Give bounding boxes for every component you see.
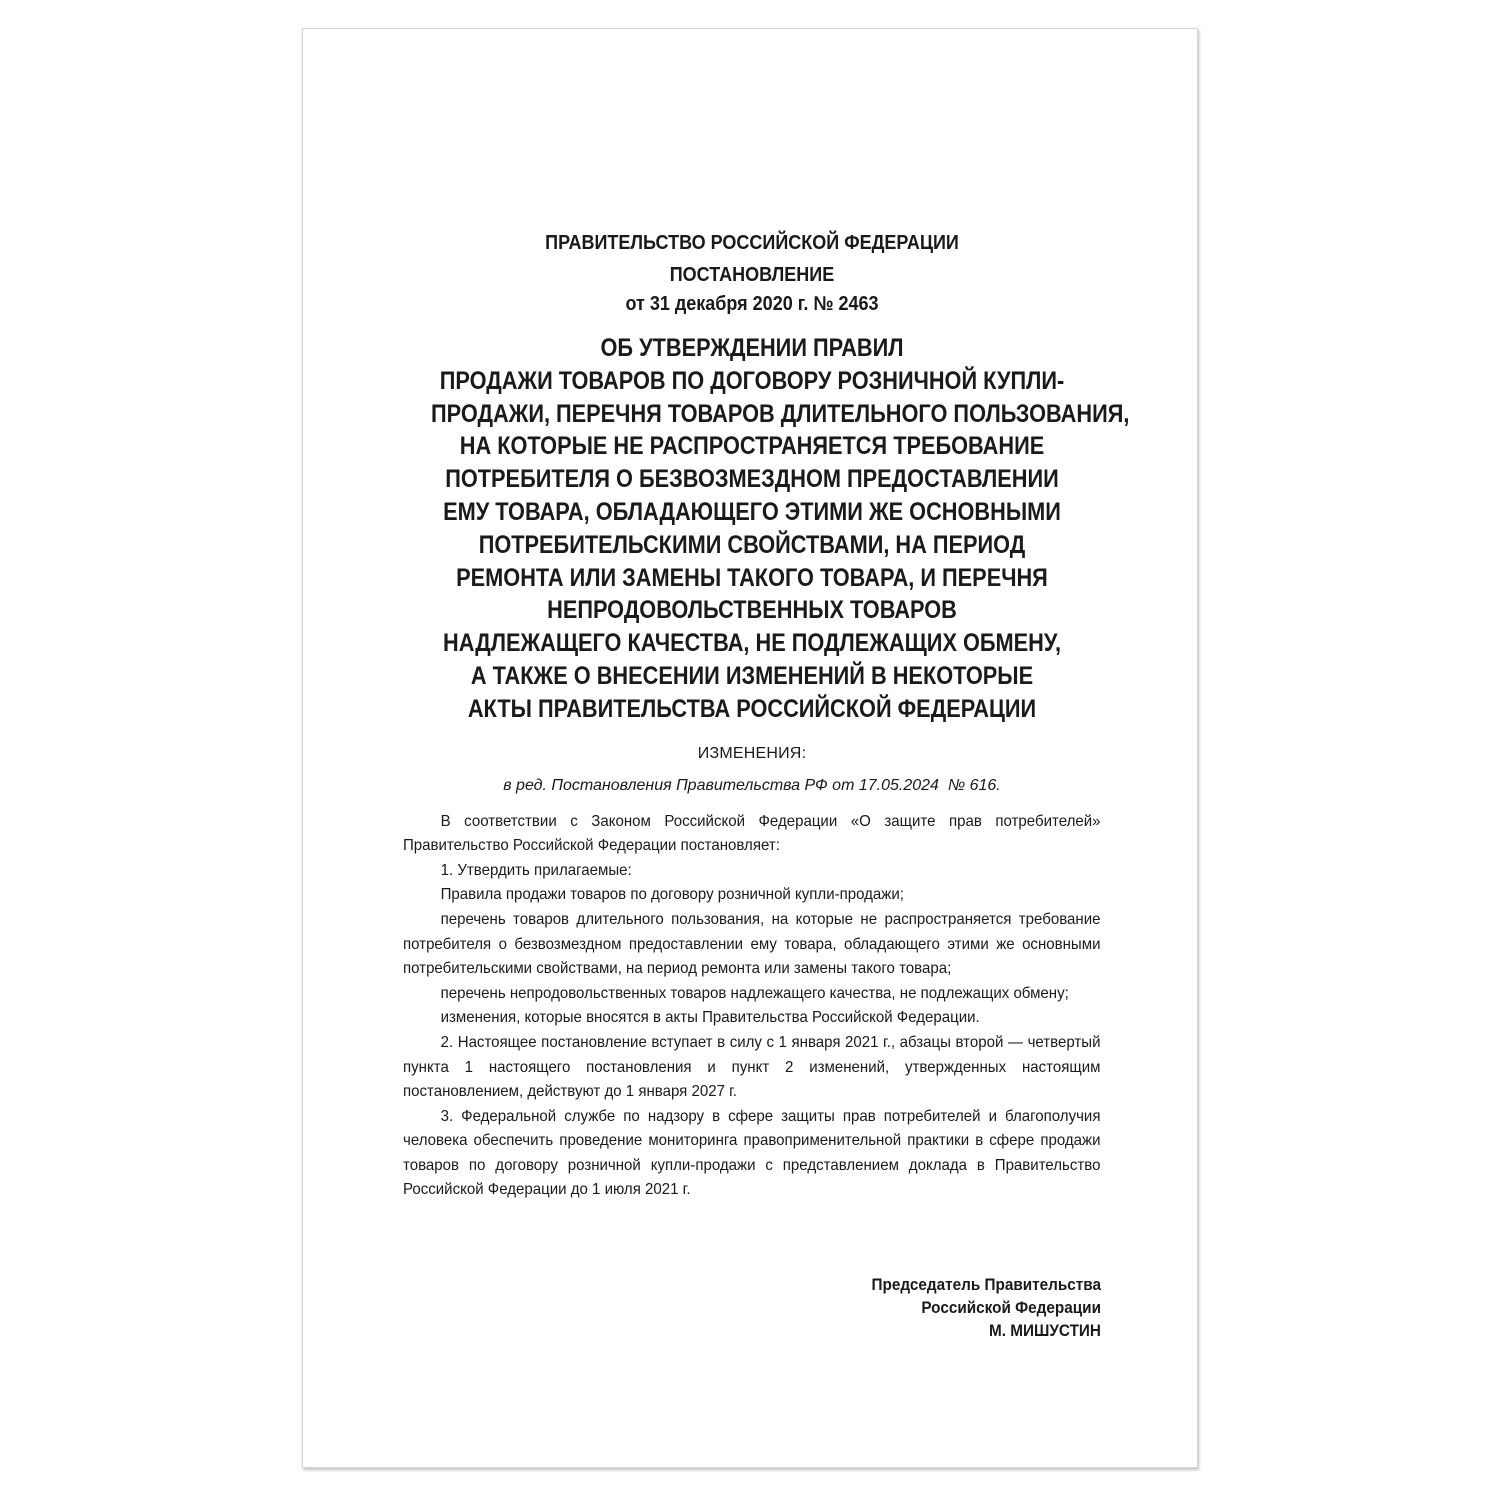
title-line: НАДЛЕЖАЩЕГО КАЧЕСТВА, НЕ ПОДЛЕЖАЩИХ ОБМЕНУ, — [442, 629, 1061, 658]
document-date-number: от 31 декабря 2020 г. № 2463 — [625, 293, 879, 315]
document-content — [403, 227, 1130, 1340]
signatory-position: Российской Федерации — [921, 1298, 1101, 1317]
title-line: РЕМОНТА ИЛИ ЗАМЕНЫ ТАКОГО ТОВАРА, И ПЕРЕЧНЯ — [456, 563, 1048, 592]
signatory-name: М. МИШУСТИН — [989, 1321, 1101, 1340]
body-paragraph: В соответствии с Законом Российской Федерации «О защите прав потребителей» Правительство Российской Федерации постановляет: — [403, 812, 1101, 855]
changes-label: ИЗМЕНЕНИЯ: — [697, 744, 807, 762]
title-line: А ТАКЖЕ О ВНЕСЕНИИ ИЗМЕНЕНИЙ В НЕКОТОРЫЕ — [470, 661, 1034, 690]
signature-block — [872, 1273, 1101, 1342]
document-page — [302, 28, 1198, 1468]
title-line: ОБ УТВЕРЖДЕНИИ ПРАВИЛ — [600, 334, 904, 362]
title-line: ПРОДАЖИ ТОВАРОВ ПО ДОГОВОРУ РОЗНИЧНОЙ КУПЛИ- — [439, 366, 1065, 395]
title-line: НА КОТОРЫЕ НЕ РАСПРОСТРАНЯЕТСЯ ТРЕБОВАНИЕ — [459, 432, 1045, 461]
signatory-position: Председатель Правительства — [871, 1275, 1101, 1294]
document-type: ПОСТАНОВЛЕНИЕ — [669, 264, 835, 286]
body-paragraph: 2. Настоящее постановление вступает в силу с 1 января 2021 г., абзацы второй — четвертый пункта 1 настоящего постановления и пункт 2 изменений, утвержденных настоящим постановлением, действуют до 1 января 2027 г. — [403, 1033, 1101, 1101]
body-paragraph: изменения, которые вносятся в акты Правительства Российской Федерации. — [440, 1009, 980, 1027]
title-line: ПРОДАЖИ, ПЕРЕЧНЯ ТОВАРОВ ДЛИТЕЛЬНОГО ПОЛЬЗОВАНИЯ, — [430, 399, 1130, 428]
issuing-organization: ПРАВИТЕЛЬСТВО РОССИЙСКОЙ ФЕДЕРАЦИИ — [545, 232, 959, 254]
body-paragraph: перечень товаров длительного пользования, на которые не распространяется требование потребителя о безвозмездном предоставлении ему товара, обладающего этими же основными потребительскими свойствами, на период ремонта или замены такого товара; — [403, 910, 1101, 978]
body-paragraph: 1. Утвердить прилагаемые: — [440, 861, 632, 879]
document-body — [403, 810, 1100, 1204]
changes-reference: в ред. Постановления Правительства РФ от 17.05.2024 № 616. — [503, 776, 1001, 794]
body-paragraph: Правила продажи товаров по договору розничной купли-продажи; — [440, 886, 904, 904]
title-line: ЕМУ ТОВАРА, ОБЛАДАЮЩЕГО ЭТИМИ ЖЕ ОСНОВНЫМИ — [443, 497, 1061, 526]
body-paragraph: перечень непродовольственных товаров надлежащего качества, не подлежащих обмену; — [440, 984, 1069, 1002]
document-title — [430, 332, 1130, 726]
title-line: АКТЫ ПРАВИТЕЛЬСТВА РОССИЙСКОЙ ФЕДЕРАЦИИ — [467, 694, 1037, 723]
title-line: ПОТРЕБИТЕЛЯ О БЕЗВОЗМЕЗДНОМ ПРЕДОСТАВЛЕНИИ — [445, 465, 1059, 494]
body-paragraph: 3. Федеральной службе по надзору в сфере защиты прав потребителей и благополучия человека обеспечить проведение мониторинга правоприменительной практики в сфере продажи товаров по договору розничной купли-продажи с представлением доклада в Правительство Российской Федерации до 1 июля 2021 г. — [403, 1107, 1101, 1199]
title-line: НЕПРОДОВОЛЬСТВЕННЫХ ТОВАРОВ — [547, 596, 957, 625]
title-line: ПОТРЕБИТЕЛЬСКИМИ СВОЙСТВАМИ, НА ПЕРИОД — [478, 530, 1026, 559]
